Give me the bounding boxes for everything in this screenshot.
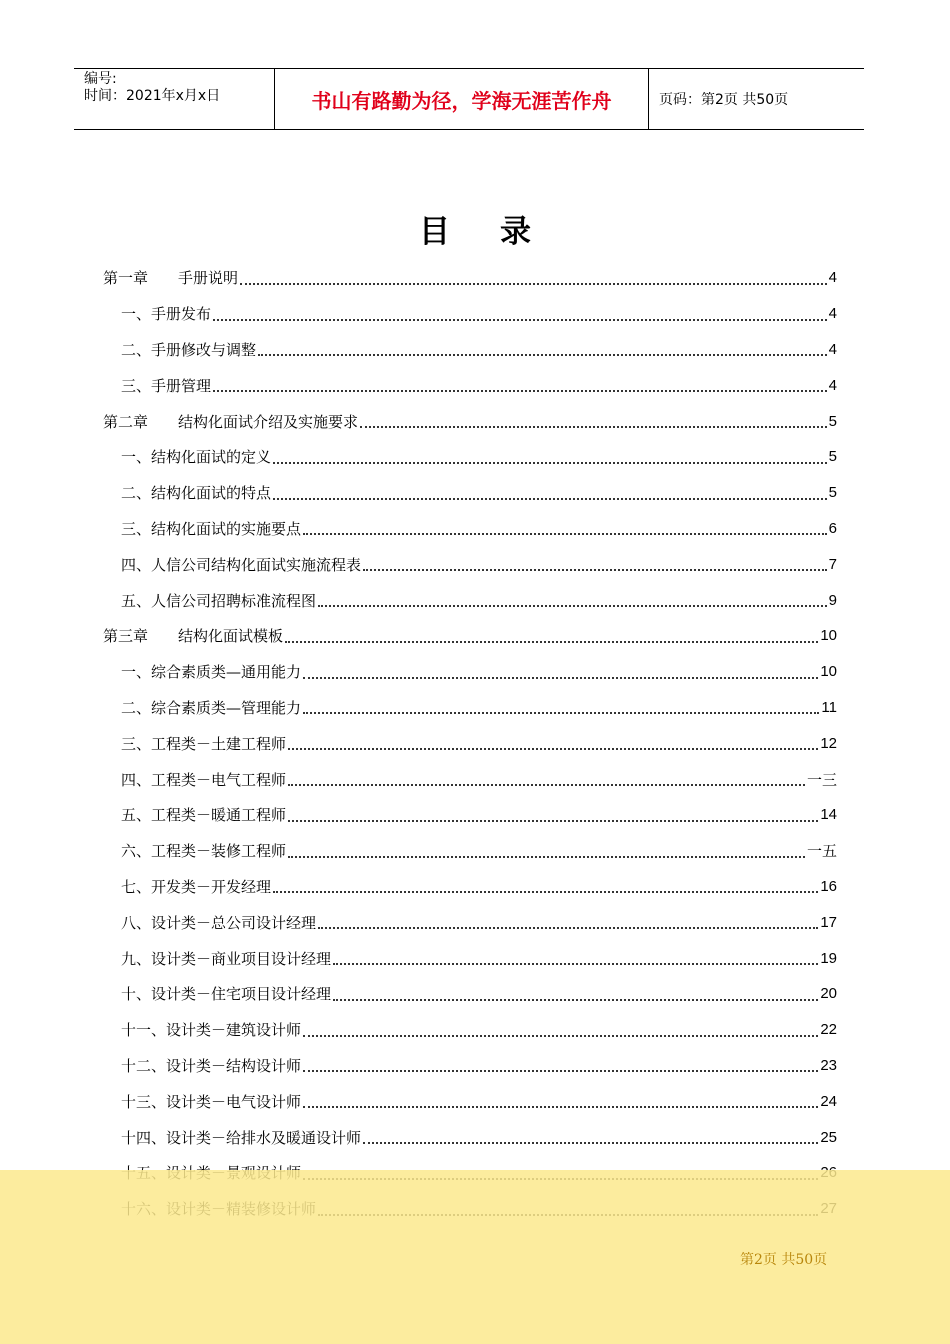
toc-dot-leader <box>303 519 827 535</box>
toc-dot-leader <box>303 1092 818 1108</box>
toc-entry[interactable] <box>103 511 837 547</box>
toc-entry-page: 9 <box>828 591 837 609</box>
number-label: 编号: <box>84 71 117 87</box>
header-page-label: 页码：第2页 共50页 <box>659 92 789 108</box>
toc-dot-leader <box>273 877 818 893</box>
page-title: 目录 <box>419 214 581 250</box>
toc-entry[interactable] <box>103 475 837 511</box>
toc-entry[interactable] <box>103 582 837 618</box>
toc-entry[interactable] <box>103 654 837 690</box>
toc-entry-label: 三、结构化面试的实施要点 <box>121 519 302 538</box>
toc-entry[interactable] <box>103 833 837 869</box>
toc-entry-page: 25 <box>820 1128 837 1146</box>
toc-entry[interactable] <box>103 1119 837 1155</box>
toc-entry-page: 7 <box>828 555 837 573</box>
toc-entry[interactable] <box>103 260 837 296</box>
toc-entry[interactable] <box>103 904 837 940</box>
toc-dot-leader <box>318 913 818 929</box>
toc-entry[interactable] <box>103 869 837 905</box>
toc-entry-label: 六、工程类－装修工程师 <box>121 842 287 861</box>
toc-entry-label: 一、手册发布 <box>121 305 212 324</box>
toc-entry-label: 五、工程类－暖通工程师 <box>121 806 287 825</box>
toc-entry[interactable] <box>103 546 837 582</box>
toc-dot-leader <box>303 1021 818 1037</box>
toc-entry-page: 20 <box>820 985 837 1003</box>
toc-entry[interactable] <box>103 403 837 439</box>
toc-entry-label: 十二、设计类－结构设计师 <box>121 1056 302 1075</box>
header-meta <box>74 69 275 129</box>
table-of-contents <box>103 260 837 1227</box>
toc-entry[interactable] <box>103 439 837 475</box>
toc-entry-page: 4 <box>828 305 837 323</box>
toc-entry[interactable] <box>103 976 837 1012</box>
toc-entry-page: 5 <box>828 412 837 430</box>
toc-dot-leader <box>288 770 805 786</box>
toc-entry-label: 二、手册修改与调整 <box>121 340 257 359</box>
toc-entry-page: 4 <box>828 376 837 394</box>
toc-entry-label: 第一章 手册说明 <box>103 269 239 288</box>
toc-dot-leader <box>273 448 827 464</box>
toc-dot-leader <box>333 985 818 1001</box>
toc-entry-label: 三、工程类－土建工程师 <box>121 734 287 753</box>
toc-entry-label: 三、手册管理 <box>121 376 212 395</box>
toc-dot-leader <box>240 269 827 285</box>
toc-entry-label: 第二章 结构化面试介绍及实施要求 <box>103 412 359 431</box>
toc-dot-leader <box>213 305 827 321</box>
toc-entry[interactable] <box>103 618 837 654</box>
toc-dot-leader <box>363 555 827 571</box>
toc-entry[interactable] <box>103 725 837 761</box>
toc-entry-label: 十一、设计类－建筑设计师 <box>121 1021 302 1040</box>
toc-entry-label: 四、工程类－电气工程师 <box>121 770 287 789</box>
toc-entry[interactable] <box>103 1012 837 1048</box>
toc-entry[interactable] <box>103 367 837 403</box>
toc-entry-page: 19 <box>820 949 837 967</box>
toc-entry-page: 11 <box>821 698 837 716</box>
toc-entry-page: 5 <box>828 448 837 466</box>
toc-dot-leader <box>363 1128 818 1144</box>
toc-entry-page: 5 <box>828 484 837 502</box>
toc-entry-label: 一、结构化面试的定义 <box>121 448 272 467</box>
toc-dot-leader <box>285 627 818 643</box>
toc-entry-label: 十四、设计类－给排水及暖通设计师 <box>121 1128 362 1147</box>
toc-dot-leader <box>213 376 827 392</box>
toc-entry-label: 八、设计类－总公司设计经理 <box>121 913 317 932</box>
toc-entry-page: 24 <box>820 1092 837 1110</box>
toc-entry-page: 6 <box>828 519 837 537</box>
toc-dot-leader <box>288 734 818 750</box>
toc-entry-page: 14 <box>820 806 837 824</box>
toc-entry-label: 一、综合素质类—通用能力 <box>121 663 302 682</box>
toc-entry[interactable] <box>103 761 837 797</box>
toc-entry-page: 23 <box>820 1056 837 1074</box>
toc-entry-page: 22 <box>820 1021 837 1039</box>
footer-page-number: 第2页 共50页 <box>740 1252 828 1268</box>
toc-entry-page: 4 <box>828 340 837 358</box>
toc-entry-page: 17 <box>820 913 837 931</box>
toc-entry-label: 十、设计类－住宅项目设计经理 <box>121 985 332 1004</box>
toc-dot-leader <box>303 663 818 679</box>
toc-dot-leader <box>288 842 805 858</box>
toc-entry-page: 一五 <box>806 843 837 861</box>
toc-entry-label: 九、设计类－商业项目设计经理 <box>121 949 332 968</box>
page-header <box>74 68 864 130</box>
header-motto: 书山有路勤为径，学海无涯苦作舟 <box>275 69 649 129</box>
toc-entry-label: 五、人信公司招聘标准流程图 <box>121 591 317 610</box>
toc-dot-leader <box>273 484 827 500</box>
toc-entry-label: 二、结构化面试的特点 <box>121 484 272 503</box>
toc-entry-page: 4 <box>828 269 837 287</box>
toc-entry-page: 12 <box>820 734 837 752</box>
toc-dot-leader <box>318 591 827 607</box>
toc-dot-leader <box>288 806 818 822</box>
toc-dot-leader <box>333 949 818 965</box>
toc-entry-label: 十三、设计类－电气设计师 <box>121 1092 302 1111</box>
toc-dot-leader <box>303 698 819 714</box>
toc-entry-label: 第三章 结构化面试模板 <box>103 627 284 646</box>
toc-dot-leader <box>303 1056 818 1072</box>
toc-entry[interactable] <box>103 296 837 332</box>
toc-entry[interactable] <box>103 797 837 833</box>
toc-entry-label: 七、开发类－开发经理 <box>121 877 272 896</box>
toc-dot-leader <box>360 412 827 428</box>
toc-entry[interactable] <box>103 332 837 368</box>
toc-entry-label: 二、综合素质类—管理能力 <box>121 698 302 717</box>
toc-entry[interactable] <box>103 1048 837 1084</box>
toc-entry-page: 16 <box>820 877 837 895</box>
toc-entry[interactable] <box>103 690 837 726</box>
toc-entry-page: 10 <box>820 627 837 645</box>
time-label: 时间：2021年x月x日 <box>84 88 221 104</box>
toc-entry-page: 10 <box>820 663 837 681</box>
toc-entry-label: 四、人信公司结构化面试实施流程表 <box>121 555 362 574</box>
toc-entry[interactable] <box>103 1083 837 1119</box>
toc-dot-leader <box>258 340 827 356</box>
toc-entry[interactable] <box>103 940 837 976</box>
toc-entry-page: 一三 <box>806 771 837 789</box>
